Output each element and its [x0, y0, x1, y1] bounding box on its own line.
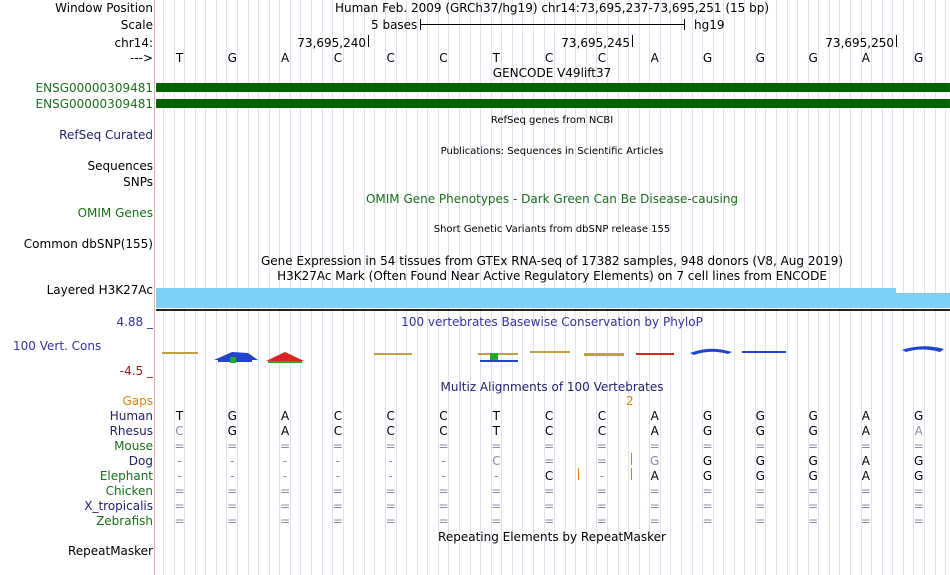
- alignment-base: -: [599, 469, 605, 483]
- alignment-base: =: [913, 439, 924, 453]
- dbsnp-track-label[interactable]: Common dbSNP(155): [23, 237, 153, 251]
- alignment-base: -: [230, 454, 235, 468]
- alignment-base: -: [441, 454, 446, 468]
- phylop-track-label[interactable]: 100 Vert. Cons: [13, 339, 102, 353]
- alignment-base: =: [227, 484, 238, 498]
- alignment-base: G: [702, 424, 713, 438]
- alignment-base: =: [280, 484, 291, 498]
- alignment-base: =: [702, 514, 713, 528]
- species-label[interactable]: Rhesus: [109, 424, 153, 438]
- phylop-mark-5: [266, 352, 304, 361]
- species-label[interactable]: Human: [109, 409, 153, 423]
- phylop-mark-12: [584, 353, 624, 356]
- alignment-base: =: [438, 484, 449, 498]
- alignment-base: =: [913, 484, 924, 498]
- position-label-1: 73,695,240: [297, 36, 366, 50]
- alignment-base: =: [755, 484, 766, 498]
- phylop-mark-1: [162, 352, 198, 354]
- alignment-base: =: [280, 439, 291, 453]
- alignment-base: =: [649, 499, 660, 513]
- alignment-base: =: [596, 484, 607, 498]
- phylop-mark-15: [742, 351, 786, 353]
- alignment-base: =: [385, 484, 396, 498]
- phylop-mark-7: [374, 353, 412, 355]
- alignment-base: =: [174, 499, 185, 513]
- alignment-base: =: [702, 484, 713, 498]
- alignment-base: C: [439, 424, 448, 438]
- reference-base: C: [544, 51, 554, 65]
- gaps-value: 2: [626, 394, 634, 408]
- alignment-base: A: [650, 409, 659, 423]
- alignment-base: =: [596, 499, 607, 513]
- alignment-base: =: [332, 499, 343, 513]
- reference-base: G: [755, 51, 765, 65]
- alignment-base: G: [702, 469, 713, 483]
- alignment-base: =: [227, 514, 238, 528]
- publications-track-title: Publications: Sequences in Scientific Articles: [440, 146, 664, 157]
- alignment-base: C: [544, 409, 554, 423]
- alignment-base: C: [175, 424, 184, 438]
- species-label[interactable]: Dog: [128, 454, 153, 468]
- assembly-position-text: Human Feb. 2009 (GRCh37/hg19) chr14:73,695,237-73,695,251 (15 bp): [334, 1, 770, 15]
- omim-track-label[interactable]: OMIM Genes: [77, 206, 153, 220]
- alignment-base: =: [544, 454, 555, 468]
- alignment-base: =: [491, 499, 502, 513]
- alignment-base: =: [491, 484, 502, 498]
- phylop-mark-4: [230, 357, 236, 363]
- alignment-base: =: [438, 514, 449, 528]
- alignment-base: -: [388, 454, 393, 468]
- alignment-base: =: [860, 514, 871, 528]
- alignment-base: C: [544, 424, 554, 438]
- alignment-base: G: [755, 424, 765, 438]
- sequences-track-label[interactable]: Sequences: [87, 159, 153, 173]
- h3k27ac-track-title: H3K27Ac Mark (Often Found Near Active Regulatory Elements) on 7 cell lines from ENCODE: [277, 269, 827, 283]
- phylop-track-title: 100 vertebrates Basewise Conservation by PhyloP: [401, 315, 703, 329]
- alignment-base: =: [808, 499, 819, 513]
- alignment-base: A: [280, 424, 290, 438]
- chrom-label: chr14:: [114, 36, 153, 50]
- reference-base: C: [333, 51, 343, 65]
- alignment-base: =: [755, 499, 766, 513]
- scale-db-text: hg19: [694, 18, 725, 32]
- alignment-base: =: [227, 499, 238, 513]
- reference-base: T: [175, 51, 184, 65]
- reference-base: A: [861, 51, 870, 65]
- alignment-base: G: [914, 409, 924, 423]
- alignment-base: =: [649, 514, 660, 528]
- alignment-base: =: [544, 499, 555, 513]
- alignment-base: =: [174, 439, 185, 453]
- gtex-track-title: Gene Expression in 54 tissues from GTEx RNA-seq of 17382 samples, 948 donors (V8, Aug 2019): [260, 254, 844, 268]
- repeatmasker-track-label[interactable]: RepeatMasker: [67, 544, 153, 558]
- species-label[interactable]: Mouse: [114, 439, 153, 453]
- alignment-base: =: [438, 499, 449, 513]
- alignment-base: T: [175, 409, 184, 423]
- alignment-base: =: [860, 484, 871, 498]
- alignment-base: C: [386, 424, 395, 438]
- reference-base: G: [227, 51, 237, 65]
- alignment-base: =: [860, 439, 871, 453]
- phylop-mark-9: [490, 353, 498, 361]
- snps-track-label[interactable]: SNPs: [123, 175, 153, 189]
- alignment-base: A: [861, 454, 870, 468]
- alignment-base: =: [332, 514, 343, 528]
- phylop-mark-6: [268, 361, 302, 363]
- species-label[interactable]: Zebrafish: [96, 514, 153, 528]
- alignment-base: =: [385, 439, 396, 453]
- alignment-base: =: [332, 484, 343, 498]
- species-label[interactable]: X_tropicalis: [84, 499, 153, 513]
- gaps-label[interactable]: Gaps: [122, 394, 153, 408]
- position-label-2: 73,695,245: [561, 36, 630, 50]
- alignment-base: =: [596, 514, 607, 528]
- alignment-base: G: [755, 409, 765, 423]
- alignment-base: =: [702, 499, 713, 513]
- reference-base: C: [439, 51, 448, 65]
- alignment-base: G: [755, 454, 765, 468]
- alignment-base: C: [386, 409, 395, 423]
- phylop-mark-13: [636, 353, 674, 355]
- repeatmasker-track-title: Repeating Elements by RepeatMasker: [438, 530, 666, 544]
- phylop-mark-10: [480, 360, 518, 362]
- phylop-mark-14: [690, 349, 732, 355]
- alignment-base: G: [702, 454, 713, 468]
- alignment-base: =: [649, 484, 660, 498]
- alignment-base: -: [494, 469, 499, 483]
- alignment-base: G: [650, 454, 660, 468]
- alignment-base: A: [280, 409, 290, 423]
- window-position-label: Window Position: [55, 1, 153, 15]
- alignment-base: G: [227, 409, 237, 423]
- alignment-base: =: [491, 439, 502, 453]
- alignment-base: =: [913, 499, 924, 513]
- omim-track-title: OMIM Gene Phenotypes - Dark Green Can Be Disease-causing: [365, 192, 739, 206]
- alignment-base: =: [544, 484, 555, 498]
- alignment-base: A: [861, 469, 870, 483]
- phylop-mark-11: [530, 351, 570, 353]
- alignment-base: =: [596, 439, 607, 453]
- strand-arrow-label: --->: [129, 51, 153, 65]
- alignment-base: C: [333, 424, 343, 438]
- reference-base: G: [914, 51, 924, 65]
- alignment-base: T: [492, 409, 500, 423]
- alignment-base: A: [914, 424, 923, 438]
- alignment-base: G: [808, 424, 818, 438]
- alignment-base: =: [913, 514, 924, 528]
- alignment-base: =: [280, 514, 291, 528]
- alignment-base: G: [808, 469, 818, 483]
- alignment-base: =: [808, 439, 819, 453]
- reference-base: G: [808, 51, 818, 65]
- scale-label: Scale: [120, 18, 153, 32]
- position-label-3: 73,695,250: [825, 36, 894, 50]
- phylop-max-label: 4.88 _: [116, 315, 153, 329]
- alignment-base: T: [492, 424, 500, 438]
- alignment-base: =: [544, 439, 555, 453]
- alignment-base: C: [439, 409, 448, 423]
- alignment-base: =: [385, 499, 396, 513]
- alignment-base: =: [755, 439, 766, 453]
- alignment-base: =: [491, 514, 502, 528]
- alignment-base: C: [333, 409, 343, 423]
- alignment-base: G: [914, 469, 924, 483]
- gap-marker-3: [631, 468, 632, 480]
- alignment-base: G: [808, 409, 818, 423]
- alignment-base: A: [650, 424, 659, 438]
- gap-marker-1: [578, 468, 579, 480]
- gencode-track-title: GENCODE V49lift37: [492, 66, 612, 80]
- reference-base: A: [280, 51, 290, 65]
- refseq-track-title: RefSeq genes from NCBI: [490, 115, 614, 126]
- gencode-gene-label-1[interactable]: ENSG00000309481: [35, 81, 153, 95]
- alignment-base: A: [861, 409, 870, 423]
- alignment-base: -: [335, 469, 341, 483]
- alignment-base: -: [282, 454, 288, 468]
- alignment-base: =: [860, 499, 871, 513]
- multiz-track-title: Multiz Alignments of 100 Vertebrates: [440, 380, 664, 394]
- alignment-base: =: [385, 514, 396, 528]
- alignment-base: =: [596, 454, 607, 468]
- scale-bases-text: 5 bases: [371, 18, 418, 32]
- reference-base: G: [702, 51, 713, 65]
- alignment-base: =: [702, 439, 713, 453]
- alignment-base: -: [335, 454, 341, 468]
- alignment-base: =: [755, 514, 766, 528]
- alignment-base: =: [438, 439, 449, 453]
- alignment-base: =: [280, 499, 291, 513]
- alignment-base: =: [808, 484, 819, 498]
- reference-base: A: [650, 51, 659, 65]
- alignment-base: =: [332, 439, 343, 453]
- reference-base: C: [386, 51, 395, 65]
- h3k27ac-track-label[interactable]: Layered H3K27Ac: [46, 283, 153, 297]
- alignment-base: G: [702, 409, 713, 423]
- alignment-base: =: [174, 484, 185, 498]
- alignment-base: G: [755, 469, 765, 483]
- alignment-base: C: [544, 469, 554, 483]
- alignment-base: =: [227, 439, 238, 453]
- alignment-base: G: [227, 424, 237, 438]
- gencode-gene-label-2[interactable]: ENSG00000309481: [35, 97, 153, 111]
- alignment-base: C: [492, 454, 501, 468]
- alignment-base: G: [808, 454, 818, 468]
- alignment-base: -: [177, 469, 182, 483]
- reference-base: T: [492, 51, 500, 65]
- species-label[interactable]: Chicken: [105, 484, 153, 498]
- alignment-base: C: [597, 409, 607, 423]
- alignment-base: G: [914, 454, 924, 468]
- alignment-base: =: [174, 514, 185, 528]
- reference-base: C: [597, 51, 607, 65]
- alignment-base: A: [861, 424, 870, 438]
- alignment-base: -: [388, 469, 393, 483]
- refseq-track-label[interactable]: RefSeq Curated: [59, 128, 153, 142]
- alignment-base: -: [282, 469, 288, 483]
- alignment-base: =: [649, 439, 660, 453]
- phylop-mark-16: [902, 346, 944, 352]
- alignment-base: -: [230, 469, 235, 483]
- alignment-base: A: [650, 469, 659, 483]
- alignment-base: -: [441, 469, 446, 483]
- alignment-base: =: [544, 514, 555, 528]
- dbsnp-track-title: Short Genetic Variants from dbSNP release 155: [433, 224, 671, 235]
- species-label[interactable]: Elephant: [99, 469, 153, 483]
- alignment-base: =: [808, 514, 819, 528]
- gap-marker-2: [631, 453, 632, 465]
- alignment-base: -: [177, 454, 182, 468]
- alignment-base: C: [597, 424, 607, 438]
- phylop-min-label: -4.5 _: [119, 364, 153, 378]
